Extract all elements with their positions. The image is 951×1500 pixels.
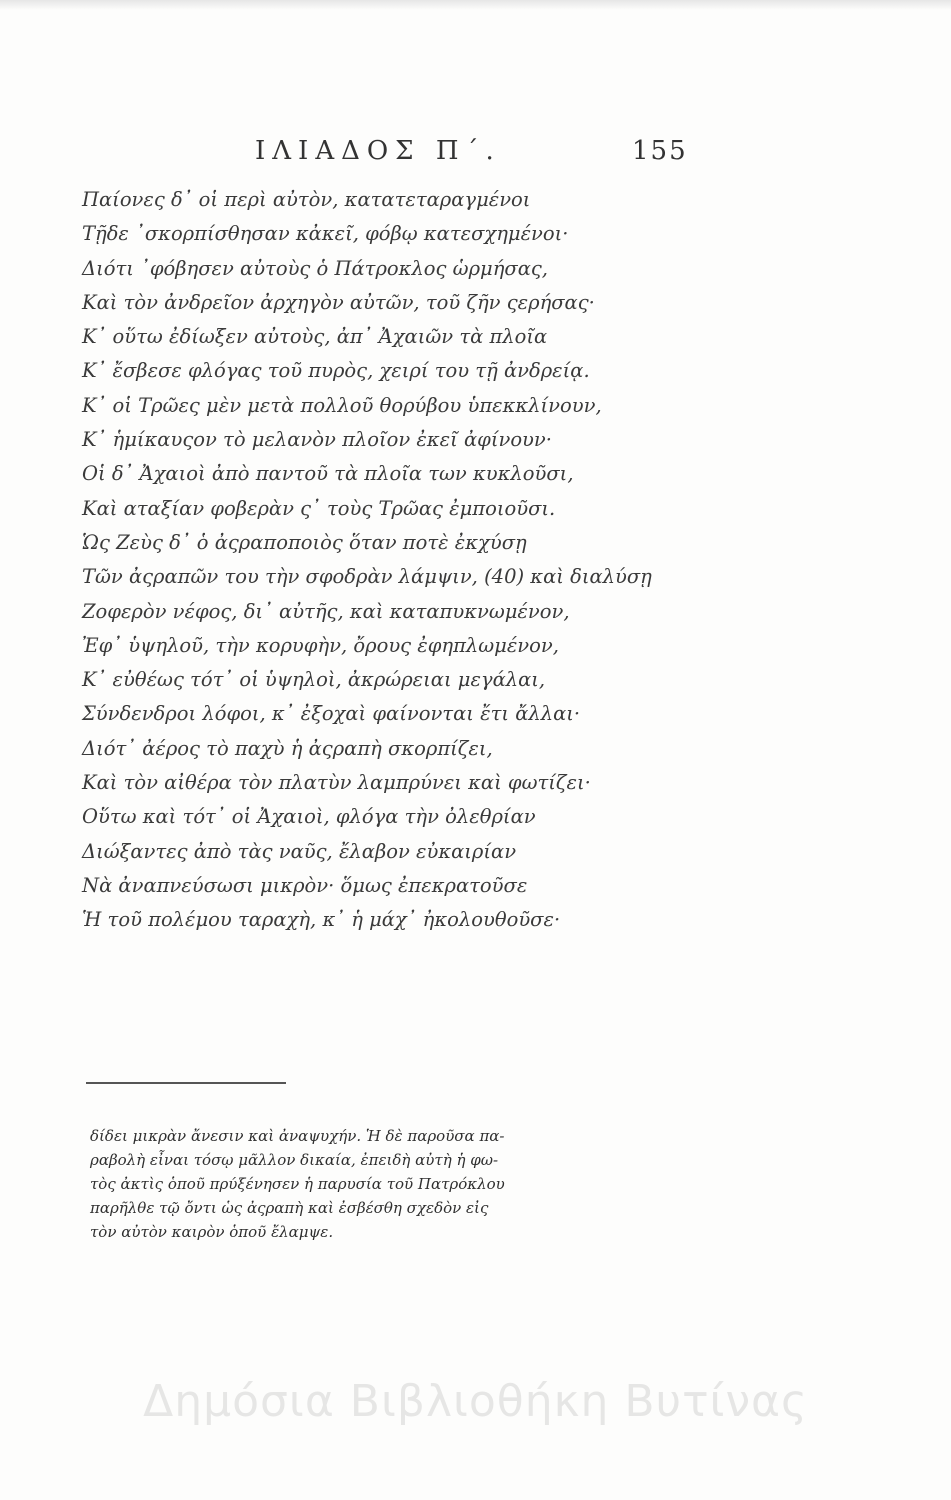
page-header	[0, 136, 951, 176]
footnote-block	[90, 1124, 720, 1244]
footnote-line: παρῆλθε τῷ ὄντι ὡς ἀςραπὴ καὶ ἐσβέσθη σχεδὸν εἰς	[90, 1199, 489, 1217]
verse-line: Καὶ τὸν ἀνδρεῖον ἀρχηγὸν αὐτῶν, τοῦ ζῆν ςερήσας·	[82, 290, 595, 314]
verse-line: Ἡ τοῦ πολέμου ταραχὴ, κ᾽ ἡ μάχ᾽ ἠκολουθοῦσε·	[82, 908, 561, 932]
verse-line: Τῶν ἀςραπῶν του τὴν σφοδρὰν λάμψιν, (40) καὶ διαλύσῃ	[82, 565, 652, 589]
verse-line: Καὶ αταξίαν φοβερὰν ς᾽ τοὺς Τρῶας ἐμποιοῦσι.	[82, 496, 556, 520]
library-watermark: Δημόσια Βιβλιοθήκη Βυτίνας	[143, 1376, 808, 1427]
verse-line: Παίονες δ᾽ οἱ περὶ αὐτὸν, κατατεταραγμένοι	[82, 188, 531, 211]
verse-line: Κ᾽ εὐθέως τότ᾽ οἱ ὑψηλοὶ, ἀκρώρειαι μεγάλαι,	[82, 668, 546, 692]
verse-line: Καὶ τὸν αἰθέρα τὸν πλατὺν λαμπρύνει καὶ φωτίζει·	[82, 771, 591, 795]
verse-line: Διότ᾽ ἀέρος τὸ παχὺ ἡ ἀςραπὴ σκορπίζει,	[82, 736, 493, 760]
verse-line: Ὡς Ζεὺς δ᾽ ὁ ἀςραποποιὸς ὅταν ποτὲ ἐκχύσῃ	[82, 530, 527, 554]
footnote-line: τὸς ἀκτὶς ὁποῦ πρύξένησεν ἡ παρυσία τοῦ Πατρόκλου	[90, 1175, 505, 1193]
page-top-edge	[0, 0, 951, 10]
verse-line: Κ᾽ οἱ Τρῶες μὲν μετὰ πολλοῦ θορύβου ὑπεκκλίνουν,	[82, 393, 602, 417]
verse-line: Οὕτω καὶ τότ᾽ οἱ Ἀχαιοὶ, φλόγα τὴν ὀλεθρίαν	[82, 805, 536, 829]
verse-line: Κ᾽ ἔσβεσε φλόγας τοῦ πυρὸς, χειρί του τῇ ἀνδρείᾳ.	[82, 359, 590, 383]
footnote-line: ραβολὴ εἶναι τόσῳ μᾶλλον δικαία, ἐπειδὴ αὐτὴ ἡ φω-	[90, 1151, 499, 1169]
verse-line: Διώξαντες ἀπὸ τὰς ναῦς, ἔλαβον εὐκαιρίαν	[82, 839, 517, 863]
running-title: ΙΛΙΑΔΟΣ Π΄.	[255, 136, 501, 166]
verse-line: Κ᾽ οὕτω ἐδίωξεν αὐτοὺς, ἀπ᾽ Ἀχαιῶν τὰ πλοῖα	[82, 325, 548, 349]
verse-line: Ἐφ᾽ ὑψηλοῦ, τὴν κορυφὴν, ὄρους ἐφηπλωμένον,	[82, 633, 559, 657]
footnote-divider	[86, 1082, 286, 1084]
page-number: 155	[632, 136, 688, 166]
verse-line: Σύνδενδροι λόφοι, κ᾽ ἐξοχαὶ φαίνονται ἔτι ἄλλαι·	[82, 702, 581, 726]
verse-line: Διότι ᾽φόβησεν αὐτοὺς ὁ Πάτροκλος ὡρμήσας,	[82, 256, 548, 280]
verse-line: Οἱ δ᾽ Ἀχαιοὶ ἀπὸ παντοῦ τὰ πλοῖα των κυκλοῦσι,	[82, 462, 574, 486]
footnote-line: τὸν αὐτὸν καιρὸν ὁποῦ ἔλαμψε.	[90, 1223, 334, 1241]
verse-block	[82, 183, 722, 938]
verse-line: Τῇδε ᾽σκορπίσθησαν κἀκεῖ, φόβῳ κατεσχημένοι·	[82, 222, 569, 246]
verse-line: Κ᾽ ἡμίκαυςον τὸ μελανὸν πλοῖον ἐκεῖ ἀφίνουν·	[82, 428, 552, 452]
verse-line: Ζοφερὸν νέφος, δι᾽ αὐτῆς, καὶ καταπυκνωμένον,	[82, 599, 570, 623]
footnote-line: δίδει μικρὰν ἄνεσιν καὶ ἀναψυχήν. Ἡ δὲ παροῦσα πα-	[90, 1127, 505, 1145]
verse-line: Νὰ ἀναπνεύσωσι μικρὸν· ὅμως ἐπεκρατοῦσε	[82, 873, 528, 897]
